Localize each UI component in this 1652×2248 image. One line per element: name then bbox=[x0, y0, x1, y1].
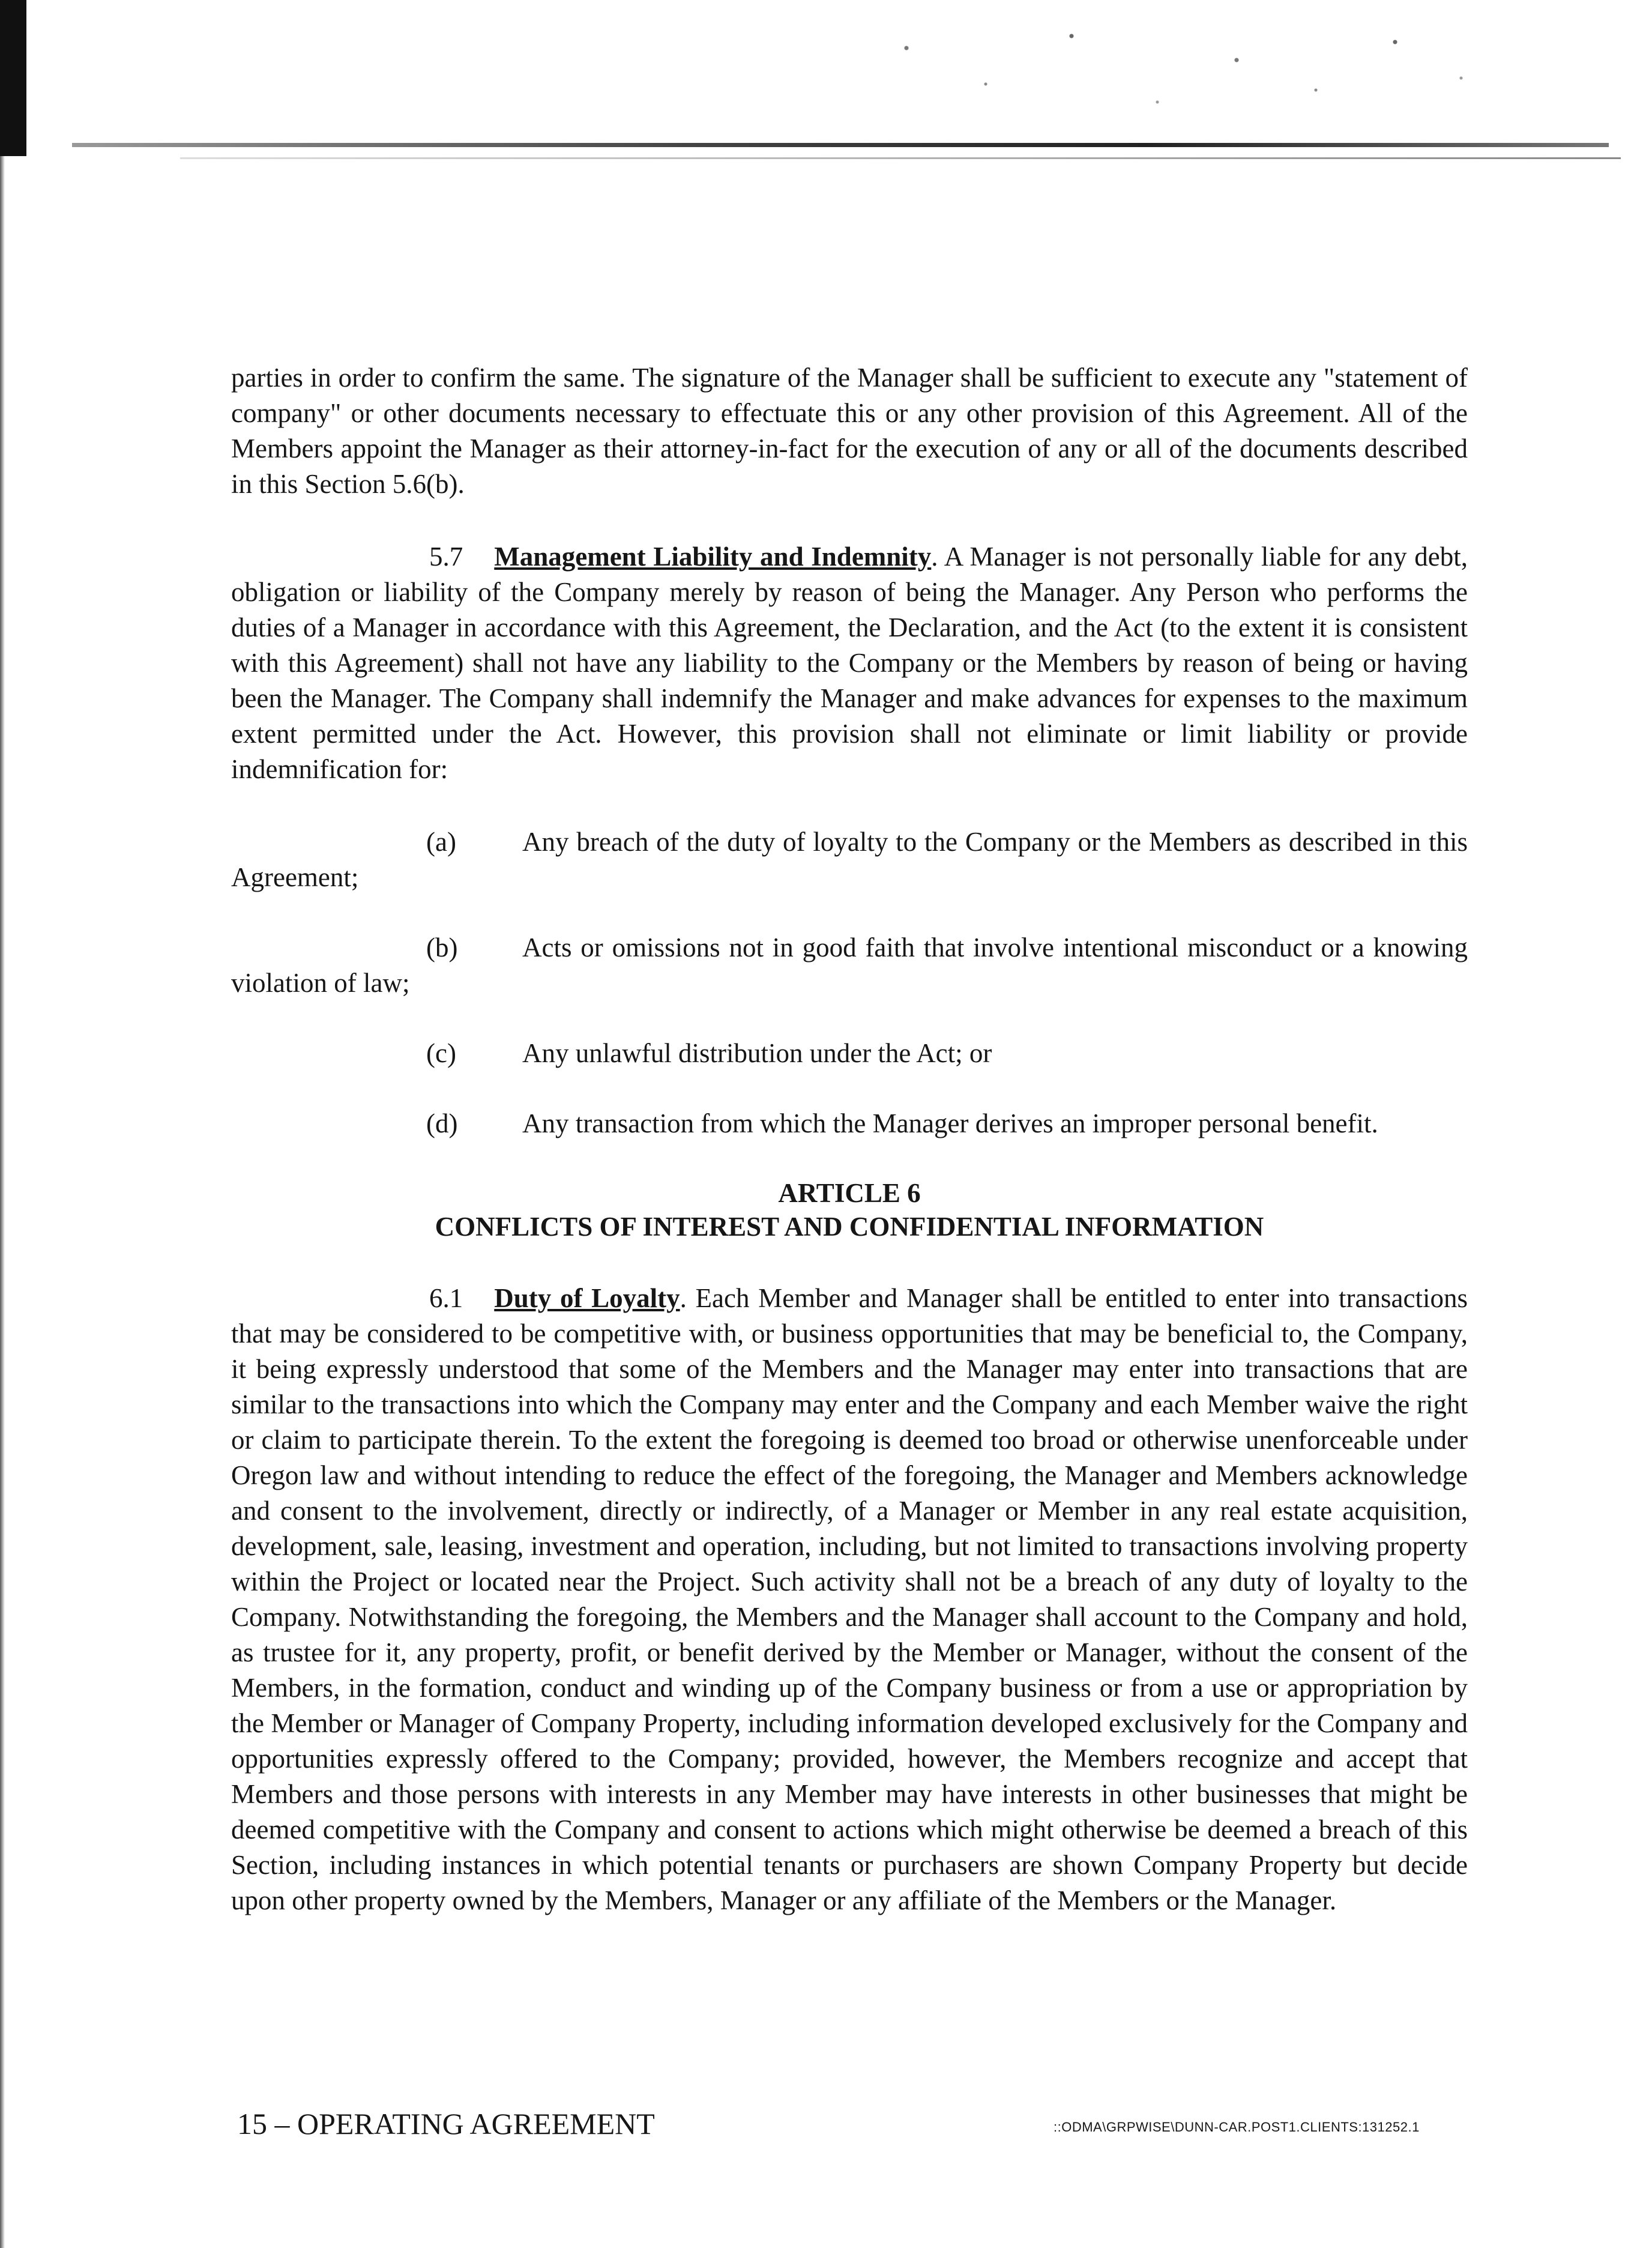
list-item-letter: (a) bbox=[426, 827, 456, 857]
list-item-text: Acts or omissions not in good faith that involve intentional misconduct or a knowing violation of law; bbox=[231, 932, 1468, 998]
scan-top-line-secondary bbox=[180, 157, 1621, 159]
section-number: 6.1 bbox=[429, 1283, 463, 1313]
list-item-letter: (b) bbox=[426, 932, 458, 962]
document-page bbox=[231, 360, 1468, 1918]
article-title: CONFLICTS OF INTEREST AND CONFIDENTIAL INFORMATION bbox=[435, 1212, 1264, 1242]
list-item-text: Any breach of the duty of loyalty to the Company or the Members as described in this Agreement; bbox=[231, 827, 1468, 892]
list-item-letter: (c) bbox=[426, 1038, 456, 1068]
continuation-paragraph: parties in order to confirm the same. The signature of the Manager shall be sufficient to execute any "statement of company" or other documents necessary to effectuate this or any other provision of this Agreement. All of the Members appoint the Manager as their attorney-in-fact for the execution of any or all of the documents described in this Section 5.6(b). bbox=[231, 363, 1468, 499]
scan-speckle-artifact bbox=[840, 12, 1501, 132]
section-title: Management Liability and Indemnity bbox=[494, 542, 932, 572]
footer-page-label: 15 – OPERATING AGREEMENT bbox=[237, 2107, 655, 2141]
list-item-d bbox=[231, 1106, 1468, 1141]
footer-doc-path: ::ODMA\GRPWISE\DUNN-CAR.POST1.CLIENTS:131252.1 bbox=[1054, 2120, 1420, 2135]
list-item-a bbox=[231, 824, 1468, 895]
section-number: 5.7 bbox=[429, 542, 463, 572]
scan-edge-artifact bbox=[0, 0, 26, 156]
section-6-1-paragraph bbox=[231, 1281, 1468, 1918]
section-5-7-paragraph bbox=[231, 539, 1468, 787]
section-body: . Each Member and Manager shall be entitled to enter into transactions that may be considered to be competitive with, or business opportunities that may be beneficial to, the Company, it being expressly understood that some of the Members and the Manager may enter into transactions that are similar to the transactions into which the Company may enter and the Company and each Member waive the right or claim to participate therein. To the extent the foregoing is deemed too broad or otherwise unenforceable under Oregon law and without intending to reduce the effect of the foregoing, the Manager and Members acknowledge and consent to the involvement, directly or indirectly, of a Manager or Member in any real estate acquisition, development, sale, leasing, investment and operation, including, but not limited to transactions involving property within the Project or located near the Project. Such activity shall not be a breach of any duty of loyalty to the Company. Notwithstanding the foregoing, the Members and the Manager shall account to the Company and hold, as trustee for it, any property, profit, or benefit derived by the Member or Manager, without the consent of the Members, in the formation, conduct and winding up of the Company business or from a use or appropriation by the Member or Manager of Company Property, including information developed exclusively for the Company and opportunities expressly offered to the Company; provided, however, the Members recognize and accept that Members and those persons with interests in any Member may have interests in other businesses that might be deemed competitive with the Company and consent to actions which might otherwise be deemed a breach of this Section, including instances in which potential tenants or purchasers are shown Company Property but decide upon other property owned by the Members, Manager or any affiliate of the Members or the Manager. bbox=[231, 1283, 1468, 1915]
scan-edge-shadow bbox=[0, 156, 5, 2248]
scan-top-line bbox=[72, 143, 1609, 147]
list-item-c bbox=[231, 1036, 1468, 1071]
section-title: Duty of Loyalty bbox=[494, 1283, 680, 1313]
list-item-letter: (d) bbox=[426, 1108, 458, 1138]
list-item-text: Any transaction from which the Manager derives an improper personal benefit. bbox=[522, 1108, 1378, 1138]
article-number: ARTICLE 6 bbox=[778, 1178, 921, 1208]
list-item-b bbox=[231, 930, 1468, 1001]
list-item-text: Any unlawful distribution under the Act; or bbox=[522, 1038, 992, 1068]
section-body: . A Manager is not personally liable for any debt, obligation or liability of the Company merely by reason of being the Manager. Any Person who performs the duties of a Manager in accordance with this Agreement, the Declaration, and the Act (to the extent it is consistent with this Agreement) shall not have any liability to the Company or the Members by reason of being or having been the Manager. The Company shall indemnify the Manager and make advances for expenses to the maximum extent permitted under the Act. However, this provision shall not eliminate or limit liability or provide indemnification for: bbox=[231, 542, 1468, 784]
article-heading bbox=[231, 1176, 1468, 1243]
